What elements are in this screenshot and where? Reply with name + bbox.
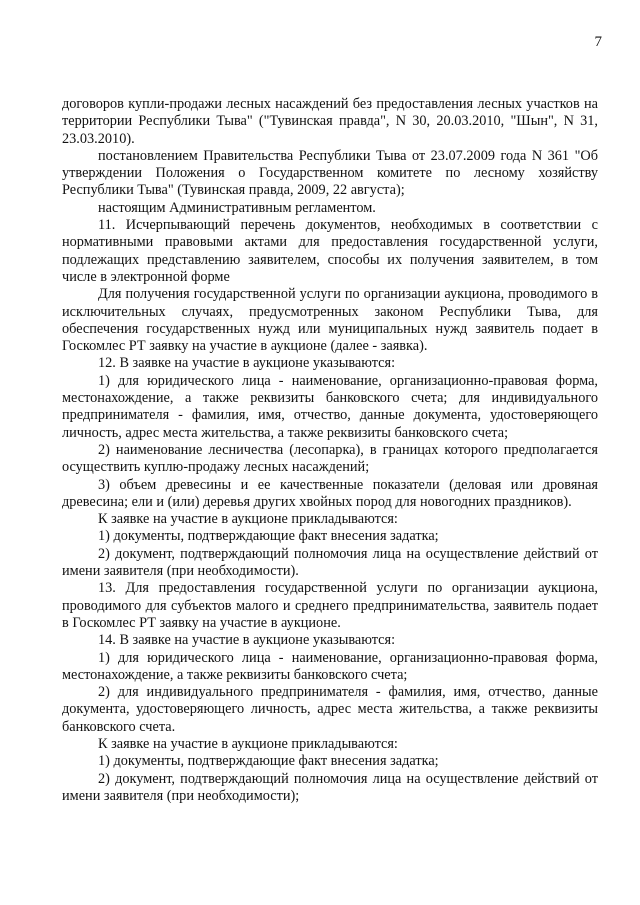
paragraph-15: 2) для индивидуального предпринимателя - фамилия, имя, отчество, данные документа, удостоверяющего личность, адрес места жительства, а также реквизиты банковского счета. — [62, 684, 598, 735]
paragraph-17: 1) документы, подтверждающие факт внесения задатка; — [98, 753, 439, 770]
paragraph-0: договоров купли-продажи лесных насаждений без предоставления лесных участков на территории Республики Тыва" ("Тувинская правда", N 30, 20.03.2010, "Шын", N 31, 23.03.2010). — [62, 96, 598, 147]
paragraph-6: 1) для юридического лица - наименование, организационно-правовая форма, местонахождение, а также реквизиты банковского счета; для индивидуального предпринимателя - фамилия, имя, отчество, данные документа, удостоверяющего личность, адрес места жительства, а также реквизиты банковского счета; — [62, 372, 598, 441]
page-number: 7 — [594, 34, 602, 50]
paragraph-10: 1) документы, подтверждающие факт внесения задатка; — [98, 528, 439, 545]
paragraph-1: постановлением Правительства Республики Тыва от 23.07.2009 года N 361 "Об утверждении Положения о Государственном комитете по лесному хозяйству Республики Тыва" (Тувинская правда, 2009, 22 августа); — [62, 147, 598, 199]
paragraph-8: 3) объем древесины и ее качественные показатели (деловая или дровяная древесина; ели и (или) деревья других хвойных пород для новогодних праздников). — [62, 476, 598, 510]
paragraph-12: 13. Для предоставления государственной услуги по организации аукциона, проводимого для субъектов малого и среднего предпринимательства, заявитель подает в Госкомлес РТ заявку на участие в аукционе. — [62, 580, 598, 631]
paragraph-9: К заявке на участие в аукционе прикладываются: — [98, 511, 398, 528]
paragraph-7: 2) наименование лесничества (лесопарка), в границах которого предполагается осуществить куплю-продажу лесных насаждений; — [62, 441, 598, 476]
paragraph-2: настоящим Административным регламентом. — [98, 199, 376, 216]
paragraph-11: 2) документ, подтверждающий полномочия лица на осуществление действий от имени заявителя (при необходимости). — [62, 545, 598, 580]
document-body — [62, 96, 598, 805]
paragraph-18: 2) документ, подтверждающий полномочия лица на осуществление действий от имени заявителя (при необходимости); — [62, 770, 598, 804]
paragraph-13: 14. В заявке на участие в аукционе указываются: — [98, 632, 396, 649]
paragraph-3: 11. Исчерпывающий перечень документов, необходимых в соответствии с нормативными правовыми актами для предоставления государственной услуги, подлежащих представлению заявителем, способы их получения заявителем, в том числе в электронной форме — [62, 217, 598, 285]
paragraph-14: 1) для юридического лица - наименование, организационно-правовая форма, местонахождение, а также реквизиты банковского счета; — [62, 649, 598, 683]
paragraph-5: 12. В заявке на участие в аукционе указываются: — [98, 355, 396, 372]
paragraph-16: К заявке на участие в аукционе прикладываются: — [98, 735, 398, 752]
paragraph-4: Для получения государственной услуги по организации аукциона, проводимого в исключительных случаях, предусмотренных законом Республики Тыва, для обеспечения государственных нужд или муниципальных нужд заявитель подает в Госкомлес РТ заявку на участие в аукционе (далее - заявка). — [62, 286, 598, 355]
